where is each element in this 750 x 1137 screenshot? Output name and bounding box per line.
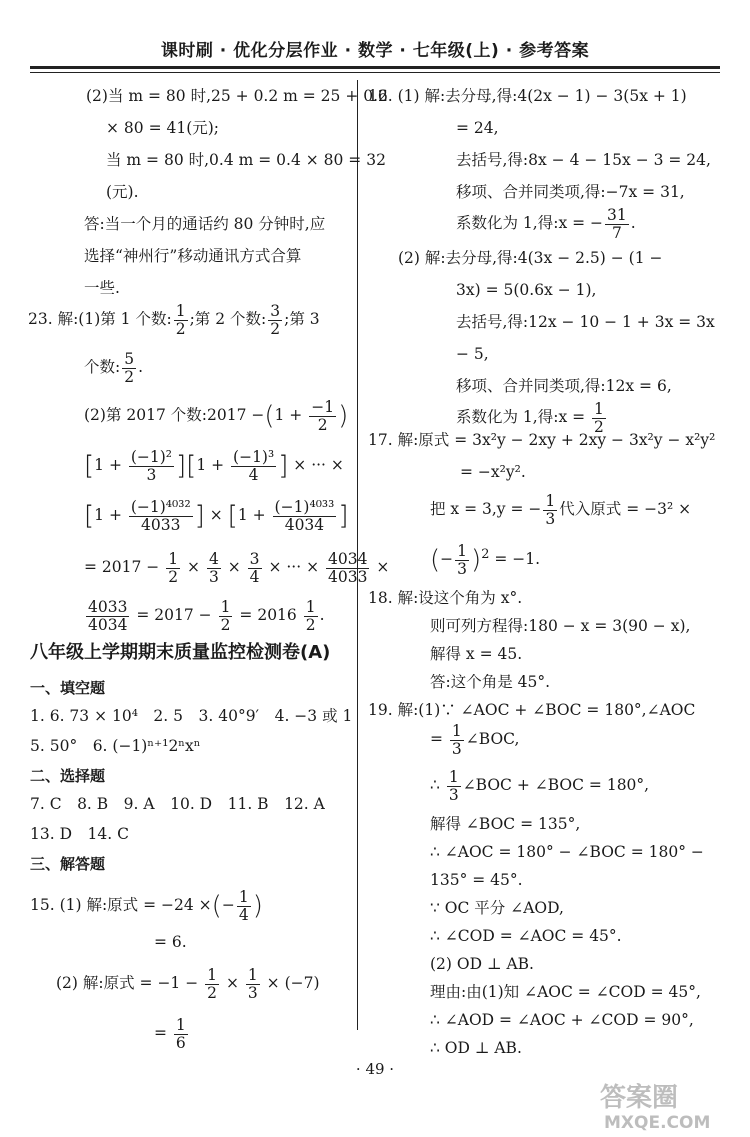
q19-text: ∠BOC,: [465, 730, 520, 748]
answer-line: 3x) = 5(0.6x − 1),: [456, 281, 597, 299]
answer-line: 一些.: [84, 279, 120, 297]
q23-text: ;第 3: [284, 310, 320, 328]
answer-line: ∴ OD ⊥ AB.: [430, 1039, 522, 1057]
answer-line: 18. 解:设这个角为 x°.: [368, 589, 523, 607]
header-rule-thin: [30, 72, 720, 73]
answer-line: ∴ ∠AOC = 180° − ∠BOC = 180° −: [430, 843, 704, 861]
fraction: $\frac{1}{2}$: [594, 399, 604, 436]
answer-line: (− $\frac{1}{3}$ )$^2$ = −1.: [430, 541, 541, 578]
q23-text: 个数:: [84, 358, 121, 376]
q16-text: 系数化为 1,得:x =: [456, 408, 586, 426]
answer-line: 19. 解:(1)∵ ∠AOC + ∠BOC = 180°,∠AOC: [368, 701, 696, 719]
answer-line: = −x²y².: [460, 463, 526, 481]
q15-text: 15. (1) 解:原式 = −24 ×: [30, 896, 212, 914]
q19-text: ∴: [430, 776, 440, 794]
watermark-url: MXQE.COM: [604, 1113, 711, 1132]
q23-text: = 2017 −: [136, 606, 212, 624]
fraction: $\frac{4033}{4034}$: [88, 597, 128, 634]
answer-line: [430, 492, 691, 528]
fraction: $\frac{1}{4}$: [238, 887, 249, 924]
answer-line: ∴ ∠AOD = ∠AOC + ∠COD = 90°,: [430, 1011, 694, 1029]
answer-line: 17. 解:原式 = 3x²y − 2xy + 2xy − 3x²y − x²y²: [368, 431, 716, 449]
q23-line-5: [1 + $\frac{\text{(−1)⁴⁰³²}}{4033}$ ] × [1 + $\frac{\text{(−1)⁴⁰³³}}{4034}$ ]: [84, 497, 349, 534]
q23-line-6: = 2017 − $\frac{1}{2}$ × $\frac{4}{3}$ × $\frac{3}{4}$ × ··· × $\frac{4034}{4033}$ ×: [84, 549, 390, 586]
q23-line-4: [1 + $\frac{\text{(−1)²}}{3}$ ][1 + $\frac{\text{(−1)³}}{4}$ ] × ··· ×: [84, 447, 344, 484]
fill-title: 一、填空题: [30, 679, 106, 697]
q23-line-1: [28, 302, 320, 338]
answer-line: 解得 x = 45.: [430, 645, 523, 663]
fraction: $\frac{31}{7}$: [607, 205, 627, 242]
answer-line: (2) 解:去分母,得:4(3x − 2.5) − (1 −: [398, 249, 663, 267]
fraction: $\frac{1}{2}$: [220, 597, 231, 634]
q15-line-1: 15. (1) 解:原式 = −24 ×(− $\frac{1}{4}$ ): [30, 887, 263, 924]
answer-line: 去括号,得:12x − 10 − 1 + 3x = 3x: [456, 313, 715, 331]
fraction: $\frac{1}{2}$: [175, 301, 186, 338]
fraction: $\frac{3}{2}$: [270, 301, 281, 338]
watermark-text: 答案圈: [600, 1083, 679, 1113]
answer-line: (2) OD ⊥ AB.: [430, 955, 534, 973]
fill-answers-1: 1. 6. 73 × 10⁴ 2. 5 3. 40°9′ 4. −3 或 1: [30, 707, 353, 725]
answer-line: ∵ OC 平分 ∠AOD,: [430, 899, 564, 917]
q23-line-3: (2)第 2017 个数:2017 −(1 + $\frac{-1}{2}$ ): [84, 397, 349, 434]
q17-text: 代入原式 = −3² ×: [559, 500, 692, 518]
answer-line: 选择“神州行”移动通讯方式合算: [84, 247, 302, 265]
q17-text: = −1.: [494, 550, 541, 569]
fraction: $\frac{\text{(−1)⁴⁰³²}}{4033}$: [130, 497, 191, 534]
section-title: 八年级上学期期末质量监控检测卷(A): [30, 642, 331, 663]
header-rule-thick: [30, 66, 720, 69]
answer-line: × 80 = 41(元);: [106, 119, 220, 137]
answer-line: 答:当一个月的通话约 80 分钟时,应: [84, 215, 326, 233]
answer-line: 当 m = 80 时,0.4 m = 0.4 × 80 = 32: [106, 151, 386, 169]
answer-line: 16. (1) 解:去分母,得:4(2x − 1) − 3(5x + 1): [368, 87, 687, 105]
q23-text: 23. 解:(1)第 1 个数:: [28, 310, 172, 328]
answer-line: = $\frac{1}{3}$ ∠BOC,: [430, 721, 520, 758]
fraction: $\frac{\text{(−1)²}}{3}$: [130, 447, 173, 484]
answer-line: 移项、合并同类项,得:−7x = 31,: [456, 183, 685, 201]
fraction: $\frac{\text{(−1)³}}{4}$: [233, 447, 275, 484]
page-header: 课时刷 · 优化分层作业 · 数学 · 七年级(上) · 参考答案: [160, 41, 590, 61]
answer-line: ∴ ∠COD = ∠AOC = 45°.: [430, 927, 622, 945]
q23-text: ;第 2 个数:: [189, 310, 267, 328]
fraction: $\frac{3}{4}$: [249, 549, 260, 586]
q19-text: ∠BOC + ∠BOC = 180°,: [462, 776, 650, 794]
fill-answers-2: 5. 50° 6. (−1)ⁿ⁺¹2ⁿxⁿ: [30, 737, 201, 755]
fraction: $\frac{1}{2}$: [305, 597, 316, 634]
fraction: $\frac{1}{3}$: [247, 965, 258, 1002]
answer-line: (元).: [106, 183, 139, 201]
q23-line-7: $\frac{4033}{4034}$ = 2017 − $\frac{1}{2}$ = 2016 $\frac{1}{2}$ .: [88, 597, 325, 634]
answer-line: [430, 768, 649, 804]
q15-result: = 6.: [154, 933, 187, 951]
solve-title: 三、解答题: [30, 855, 106, 873]
q17-text: 把 x = 3,y = −: [430, 500, 542, 518]
answer-line: 移项、合并同类项,得:12x = 6,: [456, 377, 672, 395]
q15-line-2: (2) 解:原式 = −1 − $\frac{1}{2}$ × $\frac{1}{3}$ × (−7): [56, 965, 320, 1002]
q23-text: (2)第 2017 个数:2017 −: [84, 406, 265, 424]
q15-line-3: [154, 1016, 190, 1052]
q16-text: 系数化为 1,得:x = −: [456, 214, 604, 232]
page-number: · 49 ·: [355, 1060, 395, 1078]
fraction: $\frac{1}{3}$: [457, 541, 468, 578]
q23-line-2: 个数: $\frac{5}{2}$ .: [84, 349, 144, 386]
choice-title: 二、选择题: [30, 767, 106, 785]
q15-text: (2) 解:原式 = −1 −: [56, 974, 199, 992]
q15-text: =: [154, 1024, 172, 1042]
fraction: $\frac{1}{2}$: [168, 549, 179, 586]
fraction: $\frac{5}{2}$: [124, 349, 135, 386]
answer-line: 答:这个角是 45°.: [430, 673, 551, 691]
fraction: $\frac{4034}{4033}$: [328, 549, 368, 586]
answer-line: (2)当 m = 80 时,25 + 0.2 m = 25 + 0.2: [86, 87, 388, 105]
answer-line: 则可列方程得:180 − x = 3(90 − x),: [430, 617, 691, 635]
fraction: $\frac{\text{(−1)⁴⁰³³}}{4034}$: [274, 497, 335, 534]
answer-line: 去括号,得:8x − 4 − 15x − 3 = 24,: [456, 151, 711, 169]
answer-line: 理由:由(1)知 ∠AOC = ∠COD = 45°,: [430, 983, 701, 1001]
fraction: $\frac{1}{6}$: [175, 1015, 186, 1052]
answer-line: 系数化为 1,得:x = − $\frac{31}{7}$ .: [456, 205, 636, 242]
watermark-logo: [600, 1080, 740, 1132]
fraction: $\frac{1}{3}$: [451, 721, 462, 758]
answer-line: 135° = 45°.: [430, 871, 523, 889]
fraction: $\frac{-1}{2}$: [311, 397, 335, 434]
fraction: $\frac{1}{2}$: [207, 965, 218, 1002]
choice-answers-2: 13. D 14. C: [30, 825, 129, 843]
fraction: $\frac{1}{3}$: [545, 491, 556, 528]
choice-answers-1: 7. C 8. B 9. A 10. D 11. B 12. A: [30, 795, 325, 813]
answer-line: = 24,: [456, 119, 499, 137]
fraction: $\frac{4}{3}$: [208, 549, 219, 586]
q23-text: = 2016: [239, 606, 297, 624]
answer-line: − 5,: [456, 345, 489, 363]
answer-line: 解得 ∠BOC = 135°,: [430, 815, 581, 833]
q23-text: = 2017 −: [84, 558, 160, 576]
fraction: $\frac{1}{3}$: [448, 767, 459, 804]
